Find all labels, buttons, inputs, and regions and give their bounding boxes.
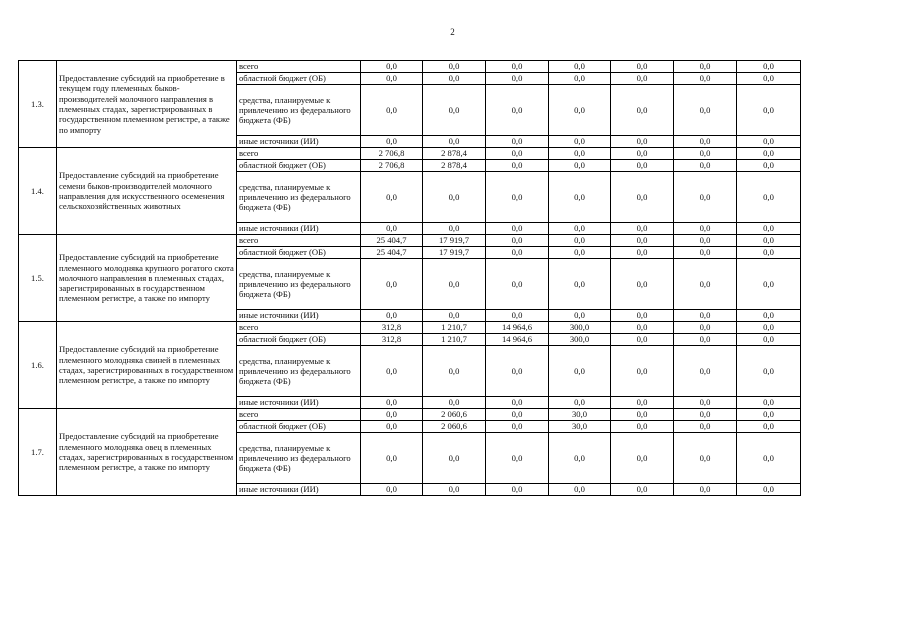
value-cell: 0,0 (361, 433, 423, 484)
funding-source: всего (237, 409, 361, 421)
value-cell: 0,0 (361, 172, 423, 223)
value-cell: 0,0 (674, 73, 737, 85)
funding-source: областной бюджет (ОБ) (237, 160, 361, 172)
value-cell: 0,0 (611, 397, 674, 409)
value-cell: 0,0 (674, 235, 737, 247)
value-cell: 0,0 (361, 346, 423, 397)
value-cell: 0,0 (361, 259, 423, 310)
value-cell: 0,0 (486, 484, 549, 496)
value-cell: 0,0 (486, 136, 549, 148)
value-cell: 2 060,6 (423, 421, 486, 433)
value-cell: 0,0 (423, 433, 486, 484)
item-name: Предоставление субсидий на приобретение племенного молодняка свиней в племенных стадах, зарегистрированных в государственном племенном регистре, а также по импорту (57, 322, 237, 409)
value-cell: 0,0 (674, 172, 737, 223)
value-cell: 0,0 (611, 334, 674, 346)
value-cell: 0,0 (549, 346, 611, 397)
value-cell: 0,0 (674, 136, 737, 148)
value-cell: 25 404,7 (361, 247, 423, 259)
value-cell: 0,0 (674, 310, 737, 322)
value-cell: 0,0 (549, 397, 611, 409)
value-cell: 0,0 (737, 322, 801, 334)
value-cell: 0,0 (611, 160, 674, 172)
value-cell: 1 210,7 (423, 322, 486, 334)
value-cell: 0,0 (549, 484, 611, 496)
value-cell: 0,0 (423, 61, 486, 73)
value-cell: 0,0 (674, 223, 737, 235)
value-cell: 300,0 (549, 334, 611, 346)
value-cell: 0,0 (674, 61, 737, 73)
funding-source: средства, планируемые к привлечению из федерального бюджета (ФБ) (237, 259, 361, 310)
table-row (19, 148, 801, 160)
item-name: Предоставление субсидий на приобретение племенного молодняка овец в племенных стадах, зарегистрированных в государственном племенном регистре, а также по импорту (57, 409, 237, 496)
value-cell: 2 060,6 (423, 409, 486, 421)
value-cell: 0,0 (361, 223, 423, 235)
value-cell: 0,0 (549, 310, 611, 322)
item-name: Предоставление субсидий на приобретение в текущем году племенных быков-производителей молочного направления в племенных стадах, зарегистрированных в государственном племенном регистре, а также по импорту (57, 61, 237, 148)
value-cell: 0,0 (549, 223, 611, 235)
value-cell: 0,0 (486, 235, 549, 247)
funding-source: всего (237, 322, 361, 334)
value-cell: 0,0 (549, 160, 611, 172)
value-cell: 0,0 (423, 259, 486, 310)
value-cell: 0,0 (361, 421, 423, 433)
value-cell: 0,0 (423, 484, 486, 496)
value-cell: 0,0 (486, 223, 549, 235)
funding-source: иные источники (ИИ) (237, 136, 361, 148)
funding-source: областной бюджет (ОБ) (237, 247, 361, 259)
value-cell: 2 706,8 (361, 148, 423, 160)
value-cell: 0,0 (611, 310, 674, 322)
value-cell: 0,0 (361, 409, 423, 421)
value-cell: 0,0 (674, 346, 737, 397)
value-cell: 0,0 (361, 61, 423, 73)
table-row (19, 322, 801, 334)
value-cell: 0,0 (423, 223, 486, 235)
value-cell: 2 878,4 (423, 160, 486, 172)
value-cell: 14 964,6 (486, 322, 549, 334)
value-cell: 0,0 (549, 61, 611, 73)
value-cell: 0,0 (423, 346, 486, 397)
value-cell: 0,0 (423, 136, 486, 148)
item-name: Предоставление субсидий на приобретение семени быков-производителей молочного направления для искусственного осеменения сельскохозяйственных животных (57, 148, 237, 235)
value-cell: 0,0 (549, 148, 611, 160)
funding-source: средства, планируемые к привлечению из федерального бюджета (ФБ) (237, 346, 361, 397)
value-cell: 0,0 (737, 148, 801, 160)
value-cell: 0,0 (674, 148, 737, 160)
value-cell: 0,0 (549, 433, 611, 484)
value-cell: 0,0 (737, 334, 801, 346)
value-cell: 0,0 (423, 73, 486, 85)
value-cell: 0,0 (486, 346, 549, 397)
value-cell: 0,0 (611, 322, 674, 334)
value-cell: 0,0 (423, 310, 486, 322)
value-cell: 0,0 (737, 85, 801, 136)
value-cell: 0,0 (674, 421, 737, 433)
value-cell: 0,0 (361, 136, 423, 148)
item-number: 1.4. (19, 148, 57, 235)
value-cell: 0,0 (737, 73, 801, 85)
funding-source: всего (237, 148, 361, 160)
item-name: Предоставление субсидий на приобретение племенного молодняка крупного рогатого скота молочного направления в племенных стадах, зарегистрированных в государственном племенном регистре, а также по импорту (57, 235, 237, 322)
funding-source: средства, планируемые к привлечению из федерального бюджета (ФБ) (237, 85, 361, 136)
value-cell: 300,0 (549, 322, 611, 334)
funding-source: всего (237, 235, 361, 247)
value-cell: 0,0 (611, 409, 674, 421)
value-cell: 0,0 (486, 421, 549, 433)
value-cell: 0,0 (549, 85, 611, 136)
value-cell: 0,0 (361, 484, 423, 496)
value-cell: 0,0 (611, 259, 674, 310)
value-cell: 0,0 (737, 310, 801, 322)
value-cell: 0,0 (611, 136, 674, 148)
value-cell: 0,0 (737, 235, 801, 247)
value-cell: 0,0 (486, 259, 549, 310)
value-cell: 0,0 (611, 247, 674, 259)
value-cell: 0,0 (549, 247, 611, 259)
value-cell: 0,0 (486, 61, 549, 73)
value-cell: 0,0 (423, 172, 486, 223)
value-cell: 0,0 (674, 397, 737, 409)
value-cell: 0,0 (611, 346, 674, 397)
value-cell: 25 404,7 (361, 235, 423, 247)
value-cell: 0,0 (737, 160, 801, 172)
value-cell: 17 919,7 (423, 235, 486, 247)
funding-source: областной бюджет (ОБ) (237, 334, 361, 346)
value-cell: 2 878,4 (423, 148, 486, 160)
value-cell: 0,0 (486, 85, 549, 136)
item-number: 1.7. (19, 409, 57, 496)
funding-source: средства, планируемые к привлечению из федерального бюджета (ФБ) (237, 433, 361, 484)
value-cell: 0,0 (549, 235, 611, 247)
value-cell: 0,0 (486, 310, 549, 322)
funding-source: средства, планируемые к привлечению из федерального бюджета (ФБ) (237, 172, 361, 223)
value-cell: 0,0 (611, 223, 674, 235)
value-cell: 0,0 (486, 160, 549, 172)
value-cell: 0,0 (737, 433, 801, 484)
value-cell: 0,0 (737, 61, 801, 73)
value-cell: 0,0 (737, 136, 801, 148)
table-row (19, 235, 801, 247)
value-cell: 0,0 (423, 397, 486, 409)
value-cell: 0,0 (674, 334, 737, 346)
funding-source: областной бюджет (ОБ) (237, 73, 361, 85)
value-cell: 0,0 (611, 235, 674, 247)
page-number: 2 (450, 27, 455, 37)
table-row (19, 61, 801, 73)
funding-source: иные источники (ИИ) (237, 397, 361, 409)
value-cell: 30,0 (549, 421, 611, 433)
value-cell: 0,0 (674, 247, 737, 259)
value-cell: 0,0 (611, 433, 674, 484)
value-cell: 0,0 (674, 433, 737, 484)
value-cell: 2 706,8 (361, 160, 423, 172)
value-cell: 0,0 (737, 346, 801, 397)
funding-source: иные источники (ИИ) (237, 484, 361, 496)
value-cell: 0,0 (674, 409, 737, 421)
value-cell: 0,0 (737, 484, 801, 496)
budget-table (18, 60, 801, 496)
value-cell: 0,0 (486, 397, 549, 409)
value-cell: 0,0 (423, 85, 486, 136)
value-cell: 0,0 (486, 172, 549, 223)
value-cell: 0,0 (674, 259, 737, 310)
value-cell: 0,0 (737, 223, 801, 235)
value-cell: 0,0 (674, 322, 737, 334)
value-cell: 0,0 (549, 73, 611, 85)
value-cell: 0,0 (611, 172, 674, 223)
value-cell: 312,8 (361, 334, 423, 346)
value-cell: 0,0 (486, 73, 549, 85)
funding-source: всего (237, 61, 361, 73)
value-cell: 0,0 (674, 160, 737, 172)
value-cell: 0,0 (737, 247, 801, 259)
value-cell: 0,0 (361, 85, 423, 136)
value-cell: 0,0 (486, 409, 549, 421)
value-cell: 0,0 (361, 397, 423, 409)
item-number: 1.6. (19, 322, 57, 409)
value-cell: 0,0 (486, 247, 549, 259)
value-cell: 0,0 (361, 310, 423, 322)
value-cell: 0,0 (611, 85, 674, 136)
value-cell: 0,0 (611, 61, 674, 73)
item-number: 1.5. (19, 235, 57, 322)
value-cell: 0,0 (549, 259, 611, 310)
value-cell: 17 919,7 (423, 247, 486, 259)
value-cell: 30,0 (549, 409, 611, 421)
value-cell: 0,0 (361, 73, 423, 85)
value-cell: 0,0 (611, 484, 674, 496)
value-cell: 0,0 (486, 148, 549, 160)
value-cell: 14 964,6 (486, 334, 549, 346)
value-cell: 312,8 (361, 322, 423, 334)
funding-source: иные источники (ИИ) (237, 223, 361, 235)
value-cell: 0,0 (737, 172, 801, 223)
value-cell: 0,0 (611, 421, 674, 433)
value-cell: 0,0 (674, 85, 737, 136)
value-cell: 0,0 (486, 433, 549, 484)
item-number: 1.3. (19, 61, 57, 148)
value-cell: 0,0 (737, 397, 801, 409)
value-cell: 0,0 (611, 148, 674, 160)
value-cell: 0,0 (549, 172, 611, 223)
value-cell: 1 210,7 (423, 334, 486, 346)
funding-source: иные источники (ИИ) (237, 310, 361, 322)
funding-source: областной бюджет (ОБ) (237, 421, 361, 433)
value-cell: 0,0 (549, 136, 611, 148)
value-cell: 0,0 (737, 409, 801, 421)
value-cell: 0,0 (674, 484, 737, 496)
value-cell: 0,0 (611, 73, 674, 85)
value-cell: 0,0 (737, 421, 801, 433)
value-cell: 0,0 (737, 259, 801, 310)
table-row (19, 409, 801, 421)
